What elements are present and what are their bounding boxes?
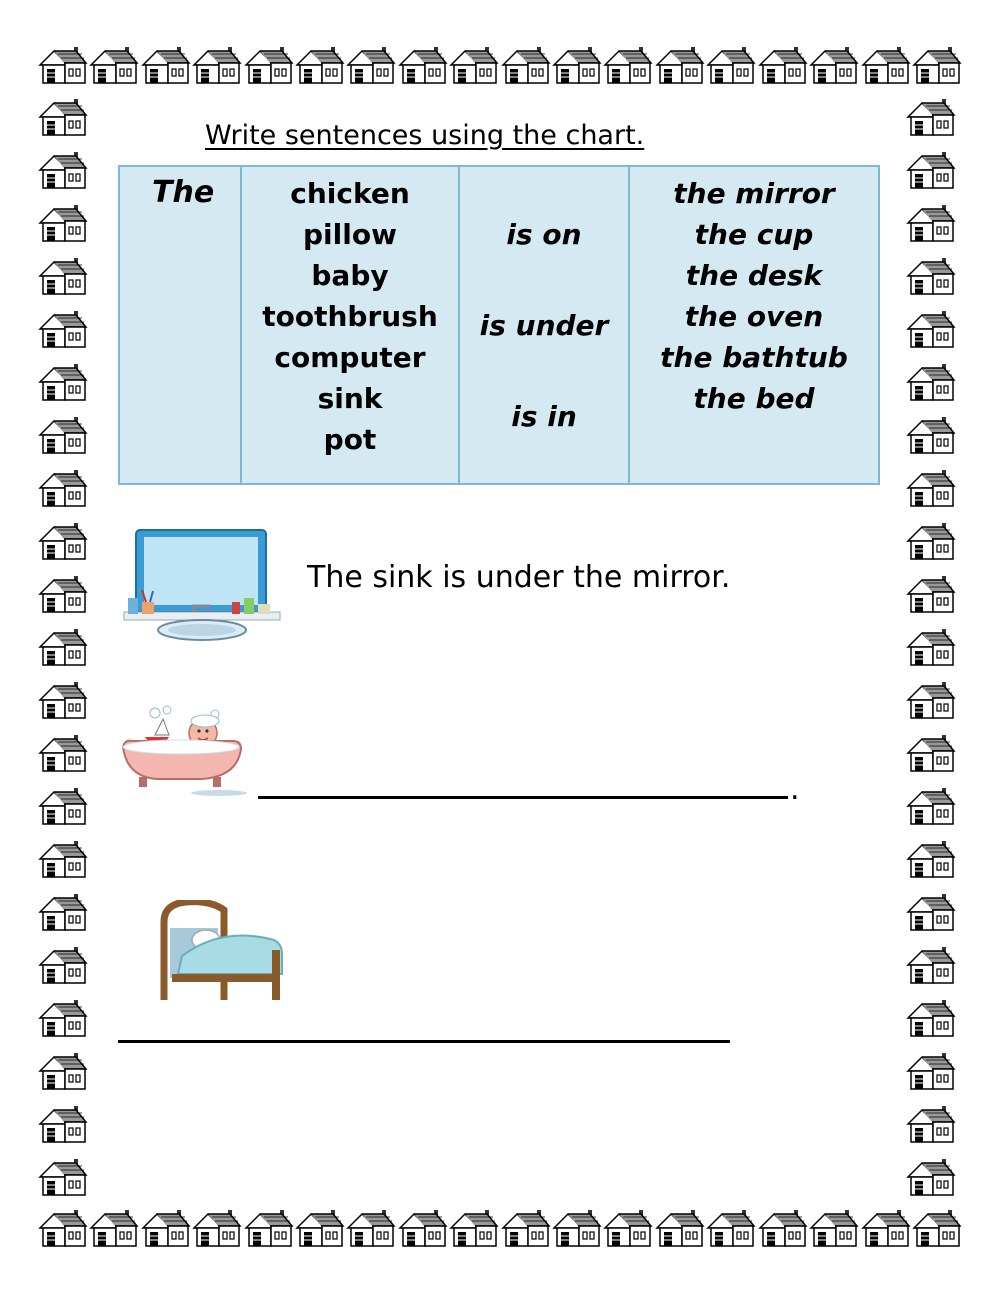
house-icon — [706, 1208, 756, 1248]
house-icon — [38, 680, 88, 720]
baby-bathtub-picture — [115, 705, 250, 800]
house-icon — [906, 203, 956, 243]
house-icon — [603, 1208, 653, 1248]
house-icon — [38, 733, 88, 773]
house-icon — [38, 415, 88, 455]
house-icon — [192, 45, 242, 85]
chart-object: the desk — [685, 259, 823, 292]
house-icon — [38, 150, 88, 190]
house-icon — [38, 468, 88, 508]
house-icon — [501, 45, 551, 85]
house-icon — [552, 45, 602, 85]
pillow-bed-picture — [160, 900, 290, 1005]
house-icon — [141, 1208, 191, 1248]
house-icon — [906, 1104, 956, 1144]
house-icon — [346, 45, 396, 85]
chart-subject: sink — [317, 382, 383, 415]
answer-line-1[interactable] — [258, 768, 788, 799]
sink-mirror-picture — [120, 528, 285, 643]
chart-column-article — [120, 167, 242, 483]
house-icon — [398, 1208, 448, 1248]
house-icon — [38, 839, 88, 879]
house-icon — [906, 468, 956, 508]
house-icon — [906, 150, 956, 190]
house-icon — [906, 998, 956, 1038]
house-icon — [906, 945, 956, 985]
house-icon — [655, 1208, 705, 1248]
answer-line-2[interactable] — [118, 1012, 730, 1043]
house-icon — [809, 45, 859, 85]
house-icon — [906, 839, 956, 879]
house-icon — [38, 45, 88, 85]
chart-subject: computer — [274, 341, 426, 374]
house-icon — [906, 574, 956, 614]
house-icon — [38, 521, 88, 561]
house-icon — [346, 1208, 396, 1248]
house-icon — [38, 574, 88, 614]
house-icon — [38, 1104, 88, 1144]
house-icon — [38, 1157, 88, 1197]
house-icon — [906, 256, 956, 296]
house-icon — [38, 945, 88, 985]
chart-object: the mirror — [673, 177, 835, 210]
house-icon — [603, 45, 653, 85]
house-icon — [906, 733, 956, 773]
house-icon — [906, 680, 956, 720]
house-icon — [758, 45, 808, 85]
house-icon — [38, 309, 88, 349]
chart-object: the bathtub — [660, 341, 848, 374]
house-icon — [501, 1208, 551, 1248]
chart-subject: baby — [311, 259, 389, 292]
house-icon — [706, 45, 756, 85]
house-icon — [398, 45, 448, 85]
house-icon — [906, 1157, 956, 1197]
house-icon — [906, 1051, 956, 1091]
chart-object: the cup — [694, 218, 814, 251]
house-icon — [38, 892, 88, 932]
instruction-title: Write sentences using the chart. — [205, 120, 645, 151]
house-icon — [861, 1208, 911, 1248]
house-icon — [295, 1208, 345, 1248]
sentence-chart — [118, 165, 880, 485]
chart-preposition: is on — [506, 218, 582, 251]
house-icon — [38, 256, 88, 296]
example-sentence: The sink is under the mirror. — [307, 560, 731, 595]
house-icon — [38, 97, 88, 137]
house-icon — [449, 45, 499, 85]
house-icon — [912, 1208, 962, 1248]
house-icon — [906, 892, 956, 932]
border-left — [38, 97, 88, 1197]
chart-subject: toothbrush — [262, 300, 438, 333]
chart-preposition: is in — [511, 400, 577, 433]
house-icon — [906, 309, 956, 349]
house-icon — [758, 1208, 808, 1248]
house-icon — [906, 362, 956, 402]
house-icon — [192, 1208, 242, 1248]
house-icon — [38, 362, 88, 402]
house-icon — [38, 1208, 88, 1248]
border-right — [906, 97, 956, 1197]
house-icon — [912, 45, 962, 85]
house-icon — [38, 203, 88, 243]
chart-object: the oven — [684, 300, 824, 333]
house-icon — [244, 45, 294, 85]
house-icon — [906, 627, 956, 667]
border-bottom — [38, 1208, 962, 1248]
chart-subject: chicken — [290, 177, 410, 210]
house-icon — [906, 415, 956, 455]
house-icon — [38, 1051, 88, 1091]
house-icon — [449, 1208, 499, 1248]
house-icon — [552, 1208, 602, 1248]
house-icon — [244, 1208, 294, 1248]
chart-preposition: is under — [479, 309, 609, 342]
house-icon — [141, 45, 191, 85]
chart-object: the bed — [693, 382, 815, 415]
house-icon — [89, 45, 139, 85]
chart-column-objects — [630, 167, 878, 483]
house-icon — [861, 45, 911, 85]
border-top — [38, 45, 962, 85]
chart-subject: pillow — [303, 218, 397, 251]
answer-period: . — [790, 772, 800, 807]
house-icon — [38, 998, 88, 1038]
house-icon — [906, 97, 956, 137]
chart-column-subjects — [242, 167, 460, 483]
house-icon — [295, 45, 345, 85]
house-icon — [809, 1208, 859, 1248]
house-icon — [906, 521, 956, 561]
chart-article: The — [152, 175, 215, 210]
house-icon — [906, 786, 956, 826]
chart-column-prepositions — [460, 167, 630, 483]
house-icon — [38, 786, 88, 826]
house-icon — [38, 627, 88, 667]
house-icon — [655, 45, 705, 85]
chart-subject: pot — [323, 423, 377, 456]
house-icon — [89, 1208, 139, 1248]
